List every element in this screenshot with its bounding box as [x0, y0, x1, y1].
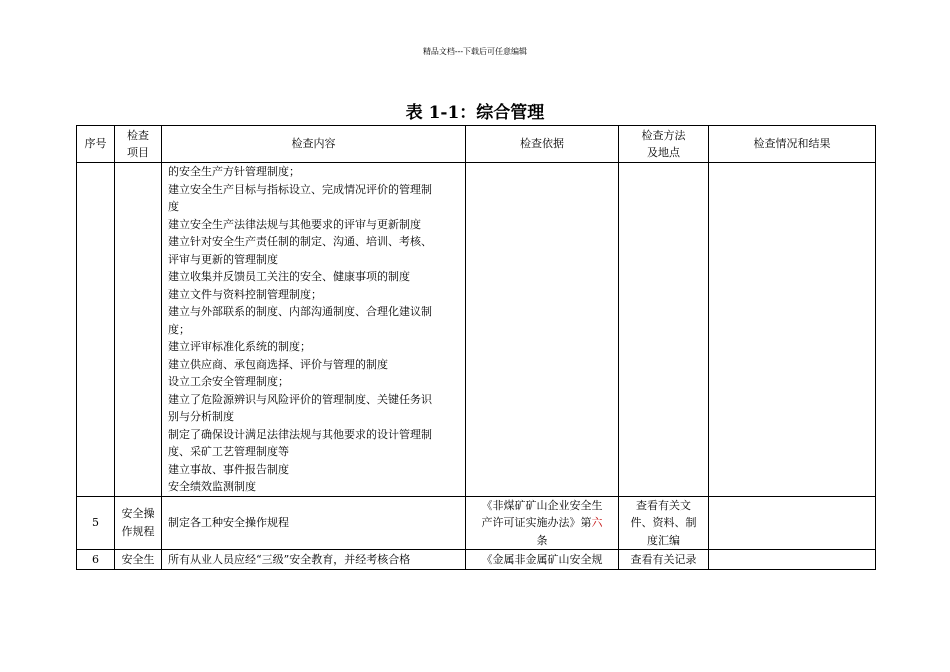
col-header-result: 检查情况和结果 [709, 126, 876, 163]
content-line: 评审与更新的管理制度 [168, 252, 278, 266]
content-line: 建立与外部联系的制度、内部沟通制度、合理化建议制 [168, 305, 432, 318]
cell-result [709, 496, 876, 550]
content-line: 度、采矿工艺管理制度等 [168, 445, 289, 458]
cell-basis-line3: 条 [536, 533, 548, 547]
content-line: 制定了确保设计满足法律法规与其他要求的设计管理制 [168, 427, 432, 441]
col-header-method-line1: 检查方法 [641, 128, 686, 142]
cell-no [77, 163, 115, 497]
table-row [77, 496, 876, 550]
cell-method [619, 163, 709, 497]
content-line: 建立针对安全生产责任制的制定、沟通、培训、考核、 [168, 235, 432, 248]
header-note: 精品文档---下载后可任意编辑 [422, 47, 528, 56]
cell-no: 6 [77, 550, 115, 570]
content-line: 的安全生产方针管理制度； [168, 165, 300, 178]
cell-method-line3: 度汇编 [647, 533, 680, 547]
cell-content: 制定各工种安全操作规程 [162, 496, 466, 550]
cell-result [709, 550, 876, 570]
cell-item [115, 163, 162, 497]
col-header-method [619, 126, 709, 163]
cell-result [709, 163, 876, 497]
cell-method-line1: 查看有关文 [636, 498, 691, 512]
cell-method-line2: 件、资料、制 [630, 516, 697, 529]
content-line: 建立评审标准化系统的制度； [168, 340, 311, 353]
content-line: 建立了危险源辨识与风险评价的管理制度、关键任务识 [168, 392, 432, 406]
content-line: 建立事故、事件报告制度 [168, 462, 289, 476]
cell-item: 安全生 [115, 550, 162, 570]
col-header-no: 序号 [77, 126, 115, 163]
content-line: 设立工余安全管理制度； [168, 375, 289, 388]
cell-basis-highlight: 六 [591, 516, 603, 529]
table-row [77, 163, 876, 497]
table-header-row [77, 126, 876, 163]
table-row [77, 550, 876, 570]
content-line: 安全绩效监测制度 [168, 480, 256, 493]
inspection-table [76, 125, 876, 570]
col-header-item-line2: 项目 [127, 146, 149, 159]
content-line: 建立文件与资料控制管理制度； [168, 287, 322, 301]
cell-basis-line2-text: 产许可证实施办法》第 [481, 516, 592, 529]
col-header-content: 检查内容 [162, 126, 466, 163]
cell-content [162, 163, 466, 497]
cell-method: 查看有关记录 [619, 550, 709, 570]
cell-content: 所有从业人员应经“三级”安全教育，并经考核合格 [162, 550, 466, 570]
content-line: 度 [168, 200, 179, 213]
cell-basis [466, 496, 619, 550]
col-header-item [115, 126, 162, 163]
page-title: 表 1-1：综合管理 [405, 103, 545, 123]
content-line: 建立安全生产法律法规与其他要求的评审与更新制度 [168, 217, 421, 231]
cell-item-line2: 作规程 [121, 524, 155, 538]
content-line: 度； [168, 322, 190, 336]
cell-basis [466, 163, 619, 497]
cell-basis: 《金属非金属矿山安全规 [466, 550, 619, 570]
col-header-item-line1: 检查 [127, 128, 149, 142]
cell-item-line1: 安全操 [121, 507, 155, 521]
cell-no: 5 [77, 496, 115, 550]
content-line: 建立供应商、承包商选择、评价与管理的制度 [168, 357, 388, 371]
cell-basis-line1: 《非煤矿矿山企业安全生 [481, 498, 603, 512]
col-header-basis: 检查依据 [466, 126, 619, 163]
col-header-method-line2: 及地点 [647, 146, 680, 159]
content-line: 建立收集并反馈员工关注的安全、健康事项的制度 [168, 270, 410, 283]
cell-basis-line2 [466, 514, 618, 532]
content-line: 别与分析制度 [168, 410, 234, 423]
cell-item [115, 496, 162, 550]
cell-method [619, 496, 709, 550]
content-line: 建立安全生产目标与指标设立、完成情况评价的管理制 [168, 182, 432, 196]
